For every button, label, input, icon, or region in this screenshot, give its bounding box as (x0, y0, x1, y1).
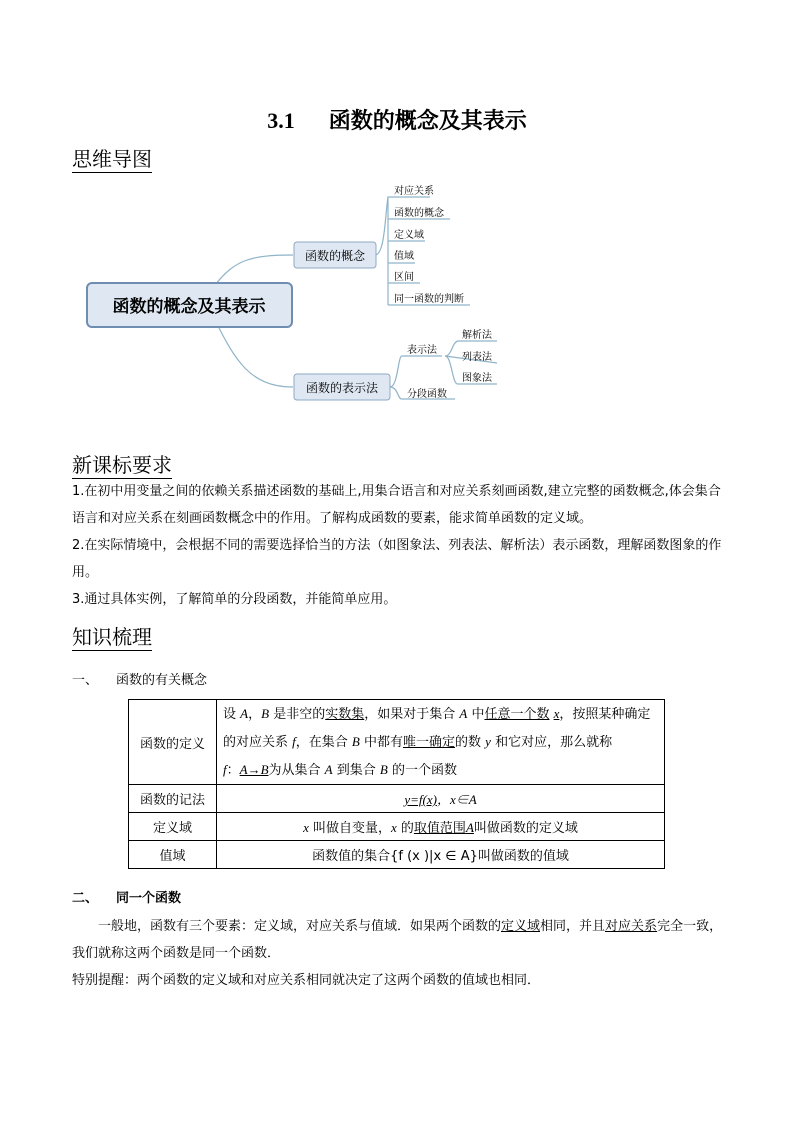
branch-concept-label: 函数的概念 (304, 249, 366, 263)
row-label: 函数的定义 (129, 700, 217, 785)
definition-cell: 设 A，B 是非空的实数集，如果对于集合 A 中任意一个数 x，按照某种确定的对应关系 f，在集合 B 中都有唯一确定的数 y 和它对应，那么就称 f：A→B为从集合 A 到集合 B 的一个函数 (217, 700, 665, 785)
table-row (129, 785, 665, 813)
table-row (129, 700, 665, 785)
mind-map-leaf: 区间 (394, 272, 414, 283)
row-label: 值域 (129, 841, 217, 869)
mindmap-heading: 思维导图 (72, 147, 152, 171)
mind-map-root (87, 283, 292, 327)
section-number: 3.1 (267, 108, 295, 133)
page-title (0, 104, 794, 135)
row-label: 定义域 (129, 813, 217, 841)
mind-map-leaf: 图象法 (462, 373, 492, 384)
special-reminder: 特别提醒：两个函数的定义域和对应关系相同就决定了这两个函数的值域也相同． (72, 973, 541, 988)
mind-map-concept-children (394, 184, 464, 305)
mind-map-leaf: 定义域 (394, 230, 424, 241)
definition-table (128, 699, 665, 869)
part1-title: 函数的有关概念 (116, 673, 208, 688)
mind-map-leaf: 表示法 (407, 345, 437, 356)
table-row (129, 813, 665, 841)
mind-map-leaf: 分段函数 (407, 389, 447, 400)
domain-cell: x 叫做自变量，x 的取值范围A叫做函数的定义域 (217, 813, 665, 841)
same-function-paragraph: 一般地，函数有三个要素：定义域，对应关系与值域．如果两个函数的定义域相同，并且对应关系完全一致，我们就称这两个函数是同一个函数． (72, 919, 723, 961)
mind-map-leaf: 列表法 (462, 352, 492, 363)
requirements-heading: 新课标要求 (72, 453, 172, 477)
mind-map-leaf: 函数的概念 (394, 208, 444, 219)
mind-map-leaf: 对应关系 (394, 186, 434, 197)
part2-heading (72, 890, 181, 908)
range-cell: 函数值的集合{f (x )|x ∈ A}叫做函数的值域 (217, 841, 665, 869)
mind-map-leaf: 同一函数的判断 (394, 294, 464, 305)
mind-map-branch-representation (294, 374, 390, 400)
requirement-1: 1.在初中用变量之间的依赖关系描述函数的基础上,用集合语言和对应关系刻画函数,建立完整的函数概念,体会集合语言和对应关系在刻画函数概念中的作用。了解构成函数的要素，能求简单函数的定义域。 (72, 484, 721, 526)
mind-map (0, 175, 794, 415)
requirement-3: 3.通过具体实例，了解简单的分段函数，并能简单应用。 (72, 592, 397, 607)
branch-representation-label: 函数的表示法 (305, 381, 379, 395)
title-text: 函数的概念及其表示 (328, 109, 527, 134)
part2-index: 二、 (72, 891, 99, 906)
mind-map-root-label: 函数的概念及其表示 (112, 297, 266, 317)
notation-cell: y=f(x)，x∈A (217, 785, 665, 813)
knowledge-heading: 知识梳理 (72, 625, 152, 649)
requirement-2: 2.在实际情境中，会根据不同的需要选择恰当的方法（如图象法、列表法、解析法）表示函数，理解函数图象的作用。 (72, 538, 722, 580)
mind-map-branch-concept (294, 242, 376, 268)
row-label: 函数的记法 (129, 785, 217, 813)
table-row (129, 841, 665, 869)
mind-map-leaf: 值域 (394, 251, 414, 262)
mind-map-leaf: 解析法 (462, 330, 492, 341)
part1-index: 一、 (72, 673, 99, 688)
part2-title: 同一个函数 (116, 891, 182, 906)
part1-heading (72, 672, 207, 690)
